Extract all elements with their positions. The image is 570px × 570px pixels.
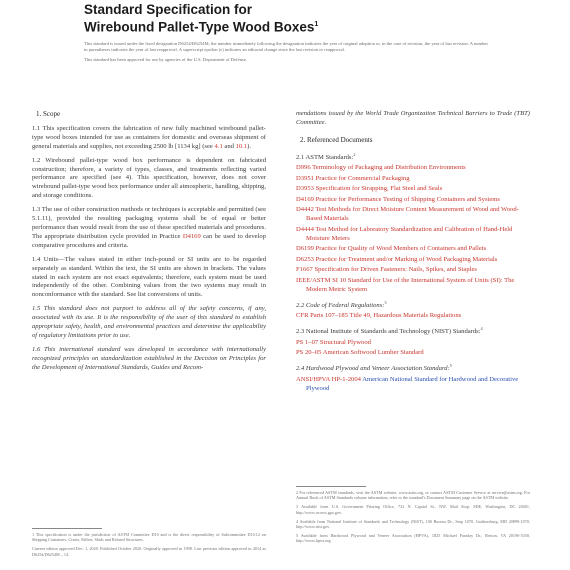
reference-code[interactable]: D3953 bbox=[296, 185, 314, 193]
cfr-footnote-mark: 3 bbox=[384, 299, 387, 305]
reference-code[interactable]: D6199 bbox=[296, 245, 314, 253]
title-line-2 bbox=[84, 17, 484, 35]
title-line-1: Standard Specification for bbox=[84, 2, 253, 17]
reference-code[interactable]: D6253 bbox=[296, 255, 314, 263]
footnotes-right bbox=[296, 490, 530, 547]
designation-note: This standard is issued under the fixed designation D6254/D6254M; the number immediately following the designation indicates the year of original adoption or, in the case of revision, the year of last revision. A number in parentheses indicates the year of last reapproval. A superscript epsilon (ε) indicates an editorial change since the last revision or reapproval. bbox=[84, 41, 488, 52]
footnote-rule-left bbox=[32, 528, 102, 529]
reference-item[interactable] bbox=[296, 175, 530, 184]
footnote-2: 2 For referenced ASTM standards, visit the ASTM website, www.astm.org, or contact ASTM Customer Service at service@astm.org. For Annual Book of ASTM Standards volume information, refer to the standard's Document Summary page on the ASTM website. bbox=[296, 490, 530, 501]
astm-footnote-mark: 2 bbox=[353, 151, 356, 157]
reference-title[interactable]: Terminology of Packaging and Distribution Environments bbox=[310, 164, 466, 172]
footnote-3: 3 Available from U.S. Government Printing Office, 732 N. Capitol St., NW, Mail Stop: SDE, Washington, DC 20401, http://www.access.gpo.gov. bbox=[296, 504, 530, 515]
footnote-5: 5 Available from Hardwood Plywood and Veneer Association (HPVA), 1825 Michael Faraday Dr., Reston, VA 20190-5350, http://www.hpva.org. bbox=[296, 532, 530, 544]
nist-heading-text: 2.3 National Institute of Standards and Technology (NIST) Standards: bbox=[296, 328, 481, 336]
reference-item[interactable] bbox=[296, 226, 530, 244]
scope-p1-text-c: ). bbox=[247, 142, 251, 150]
reference-item[interactable] bbox=[296, 185, 530, 194]
reference-title[interactable]: Standard for Use of the International System of Units (SI): The Modern Metric System bbox=[306, 276, 515, 293]
reference-code[interactable]: IEEE/ASTM SI 10 bbox=[296, 276, 347, 284]
designation-note-block bbox=[84, 41, 488, 67]
scope-paragraph-1-2: 1.2 Wirebound pallet-type wood box performance is dependent on fabricated construction; therefore, a variety of types, classes, and treatments reflecting varied performance are specified (see 4). This specification, however, does not cover wirebound pallet-type wood box performance under all atmospheric, handling, shipping, and storage conditions. bbox=[32, 156, 266, 200]
reference-title[interactable]: Specification for Driven Fasteners: Nails, Spikes, and Staples bbox=[312, 266, 477, 274]
reference-item[interactable] bbox=[296, 245, 530, 254]
scope-paragraph-1-5: 1.5 This standard does not purport to address all of the safety concerns, if any, associated with its use. It is the responsibility of the user of this standard to establish appropriate safety, health, and environmental practices and determine the applicability of regulatory limitations prior to use. bbox=[32, 305, 266, 339]
cfr-heading bbox=[296, 299, 530, 311]
hpva-heading-text: 2.4 Hardwood Plywood and Veneer Association Standard: bbox=[296, 365, 450, 373]
reference-title[interactable]: American National Standard for Hardwood and Decorative Plywood bbox=[306, 375, 519, 392]
reference-title[interactable]: Practice for Performance Testing of Shipping Containers and Systems bbox=[313, 195, 500, 203]
scope-p1-text-b: and bbox=[222, 142, 236, 150]
reference-item-cfr[interactable] bbox=[296, 312, 530, 321]
reference-code[interactable]: PS 1–07 bbox=[296, 338, 319, 346]
nist-reference-list bbox=[296, 339, 530, 358]
reference-code[interactable]: F1667 bbox=[296, 266, 313, 274]
hpva-footnote-mark: 5 bbox=[449, 363, 452, 369]
scope-p1-link-1[interactable]: 4.1 bbox=[214, 142, 223, 150]
reference-code[interactable]: D4444 bbox=[296, 225, 314, 233]
reference-item[interactable] bbox=[296, 164, 530, 173]
footnote-1-edition: Current edition approved Dec. 1, 2020. Published October 2020. Originally approved in 1998. Last previous edition approved in 2014 as D6254/D6254M – 14. bbox=[32, 546, 266, 557]
reference-item[interactable] bbox=[296, 196, 530, 205]
nist-footnote-mark: 4 bbox=[480, 326, 483, 332]
reference-title[interactable]: American Softwood Lumber Standard bbox=[321, 349, 424, 357]
left-column bbox=[32, 110, 266, 378]
right-column bbox=[296, 110, 530, 395]
scope-paragraph-1-4: 1.4 Units—The values stated in either inch-pound or SI units are to be regarded separately as standard. Within the text, the SI units are shown in brackets. The values stated in each system are not exact equivalents; therefore, each system must be used independently of the other. Combining values from the two systems may result in nonconformance with the standard. See list conversions of units. bbox=[32, 255, 266, 299]
reference-title[interactable]: Practice for Commercial Packaging bbox=[313, 174, 410, 182]
scope-p1-text-a: 1.1 This specification covers the fabrication of new fully machined wirebound pallet-type wood boxes intended for use as containers for domestic and overseas shipment of general materials and supplies, not exceeding 2500 lb [1134 kg] (see bbox=[32, 124, 266, 150]
reference-item[interactable] bbox=[296, 277, 530, 295]
referenced-documents-heading: 2. Referenced Documents bbox=[300, 135, 373, 144]
reference-code[interactable]: D3951 bbox=[296, 174, 314, 182]
scope-p3-text-b: can be used to develop comparative procedures and criteria. bbox=[32, 232, 266, 249]
scope-p3-link[interactable]: D4169 bbox=[182, 232, 201, 240]
reference-item[interactable] bbox=[296, 206, 530, 224]
title-footnote-mark: 1 bbox=[314, 21, 319, 28]
scope-heading: 1. Scope bbox=[36, 110, 61, 118]
reference-code[interactable]: D996 bbox=[296, 164, 311, 172]
reference-title[interactable]: Test Methods for Direct Moisture Content Measurement of Wood and Wood-Based Materials bbox=[306, 206, 519, 223]
scope-p1-link-2[interactable]: 10.1 bbox=[235, 142, 248, 150]
reference-title[interactable]: Test Method for Laboratory Standardization and Calibration of Hand-Held Moisture Meters bbox=[306, 225, 513, 242]
document-title bbox=[84, 2, 484, 35]
scope-paragraph-1-3 bbox=[32, 206, 266, 251]
reference-code[interactable]: D4442 bbox=[296, 206, 314, 214]
reference-title[interactable]: Practice for Quality of Wood Members of Containers and Pallets bbox=[313, 245, 487, 253]
hpva-heading bbox=[296, 362, 530, 374]
reference-code[interactable]: CFR Parts 107–185 bbox=[296, 312, 349, 320]
reference-item[interactable] bbox=[296, 339, 530, 348]
reference-code[interactable]: PS 20–05 bbox=[296, 349, 322, 357]
astm-reference-list bbox=[296, 164, 530, 294]
scope-paragraph-1-6-continued: mendations issued by the World Trade Organization Technical Barriers to Trade (TBT) Committee. bbox=[296, 110, 530, 126]
reference-item[interactable] bbox=[296, 256, 530, 265]
title-main: Wirebound Pallet-Type Wood Boxes bbox=[84, 19, 315, 35]
reference-item[interactable] bbox=[296, 266, 530, 275]
footnote-4: 4 Available from National Institute of Standards and Technology (NIST), 100 Bureau Dr., Stop 1070, Gaithersburg, MD 20899-1070, http://www.nist.gov. bbox=[296, 518, 530, 530]
cfr-heading-text: 2.2 Code of Federal Regulations: bbox=[296, 301, 385, 309]
scope-paragraph-1-1 bbox=[32, 125, 266, 152]
reference-title[interactable]: Title 49, Hazardous Materials Regulations bbox=[348, 312, 462, 320]
nist-heading bbox=[296, 325, 530, 337]
astm-heading-text: 2.1 ASTM Standards: bbox=[296, 153, 354, 161]
astm-standards-heading bbox=[296, 151, 530, 163]
footnotes-left bbox=[32, 532, 266, 561]
reference-title[interactable]: Structural Plywood bbox=[318, 338, 371, 346]
reference-title[interactable]: Practice for Treatment and/or Marking of Wood Packaging Materials bbox=[313, 255, 498, 263]
footnote-1: 1 This specification is under the jurisdiction of ASTM Committee D10 and is the direct responsibility of Subcommittee D10.12 on Shipping Containers, Crates, Pallets, Skids and Related Structures. bbox=[32, 532, 266, 543]
reference-item-hpva[interactable] bbox=[296, 376, 530, 394]
reference-item[interactable] bbox=[296, 349, 530, 358]
scope-p3-text-a: 1.3 The use of other construction methods or techniques is acceptable and permitted (see 5.1.11), provided the resulting packaging systems shall be of equal or better performance than would result from the use of these specified materials and procedures. The appropriate distribution cycle provided in Practice bbox=[32, 206, 266, 240]
reference-code[interactable]: ANSI/HPVA HP-1-2004 bbox=[296, 375, 361, 383]
reference-title[interactable]: Specification for Strapping, Flat Steel and Seals bbox=[313, 185, 443, 193]
scope-paragraph-1-6: 1.6 This international standard was developed in accordance with internationally recognized principles on standardization established in the Decision on Principles for the Development of International Standards, Guides and Recom- bbox=[32, 345, 266, 371]
footnote-rule-right bbox=[296, 486, 366, 487]
dod-note: This standard has been approved for use by agencies of the U.S. Department of Defense. bbox=[84, 57, 247, 62]
reference-code[interactable]: D4169 bbox=[296, 195, 314, 203]
